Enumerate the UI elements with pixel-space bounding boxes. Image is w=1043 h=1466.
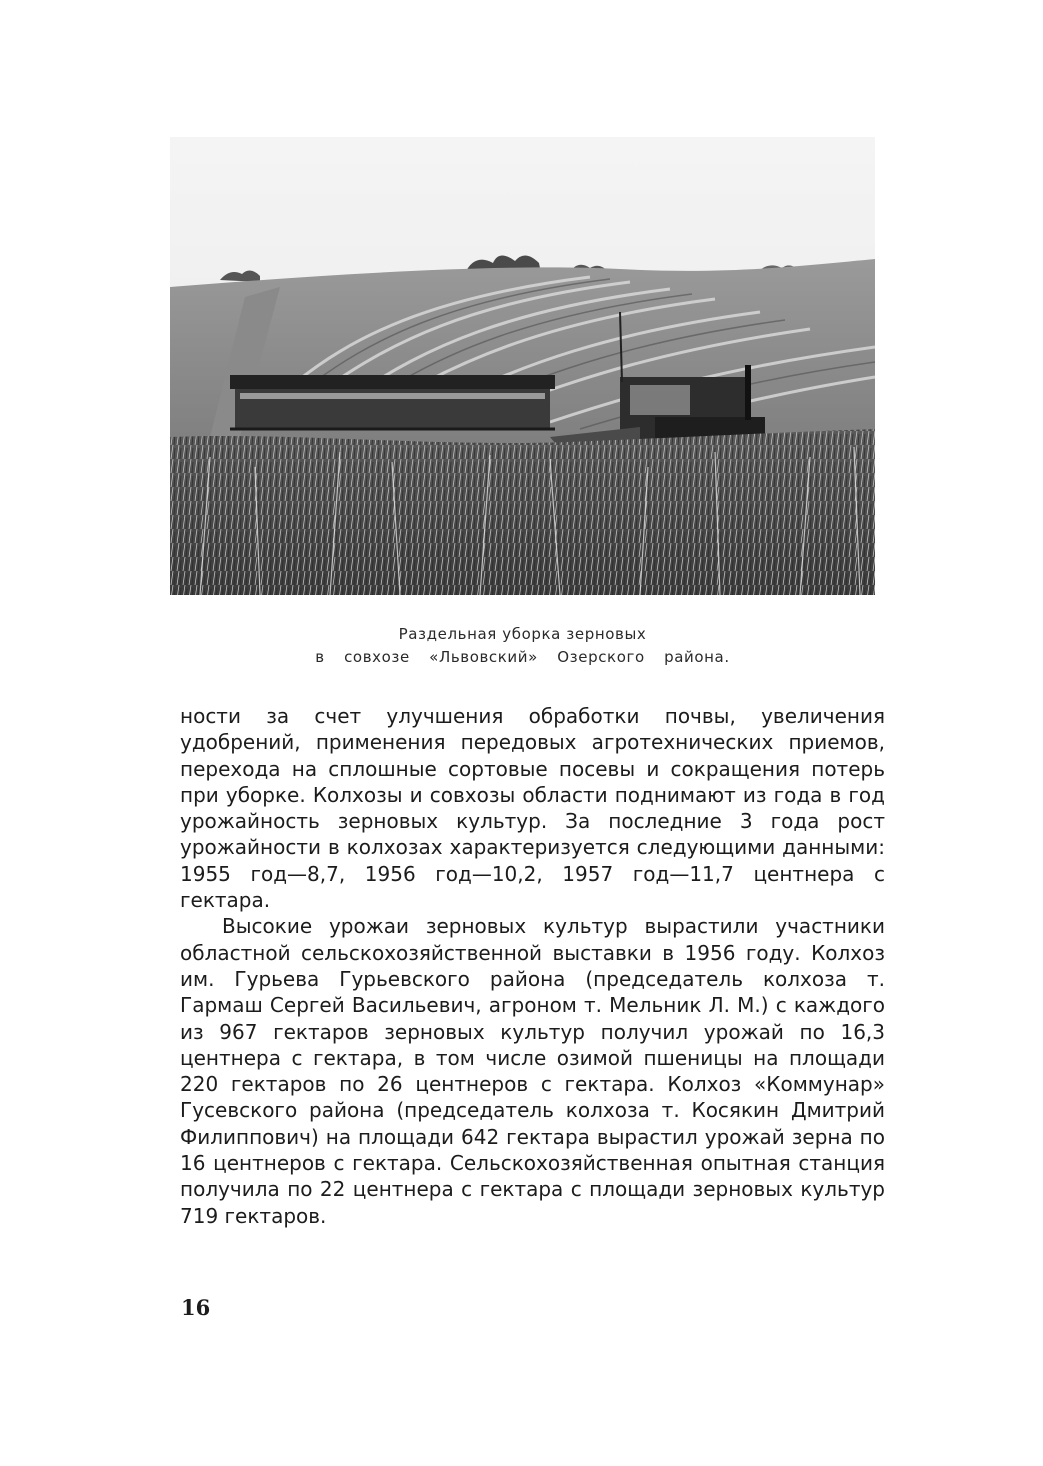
- figure-caption-line2: в совхозе «Львовский» Озерского района.: [315, 648, 730, 666]
- page-number: 16: [181, 1295, 211, 1320]
- harvest-photo: [170, 137, 875, 595]
- harvest-field-photo-icon: [170, 137, 875, 595]
- figure-caption-line1: Раздельная уборка зерновых: [398, 625, 647, 643]
- paragraph-continuation: ности за счет улучшения обработки почвы, увеличения удобрений, применения передовых агротехнических приемов, перехода на сплошные сортовые посевы и сокращения потерь при уборке. Колхозы и совхозы области поднимают из года в год урожайность зерновых культур. За последние 3 года рост урожайности в колхозах характеризуется следующими данными: 1955 год—8,7, 1956 год—10,2, 1957 год—11,7 центнера с гектара.: [180, 704, 885, 913]
- body-text: [180, 703, 885, 1229]
- paragraph-harvest-results: Высокие урожаи зерновых культур вырастили участники областной сельскохозяйственной выставки в 1956 году. Колхоз им. Гурьева Гурьевского района (председатель колхоза т. Гармаш Сергей Васильевич, агроном т. Мельник Л. М.) с каждого из 967 гектаров зерновых культур получил урожай по 16,3 центнера с гектара, в том числе озимой пшеницы на площади 220 гектаров по 26 центнеров с гектара. Колхоз «Коммунар» Гусевского района (председатель колхоза т. Косякин Дмитрий Филиппович) на площади 642 гектара вырастил урожай зерна по 16 центнеров с гектара. Сельскохозяйственная опытная станция получила по 22 центнера с гектара с площади зерновых культур 719 гектаров.: [180, 914, 885, 1228]
